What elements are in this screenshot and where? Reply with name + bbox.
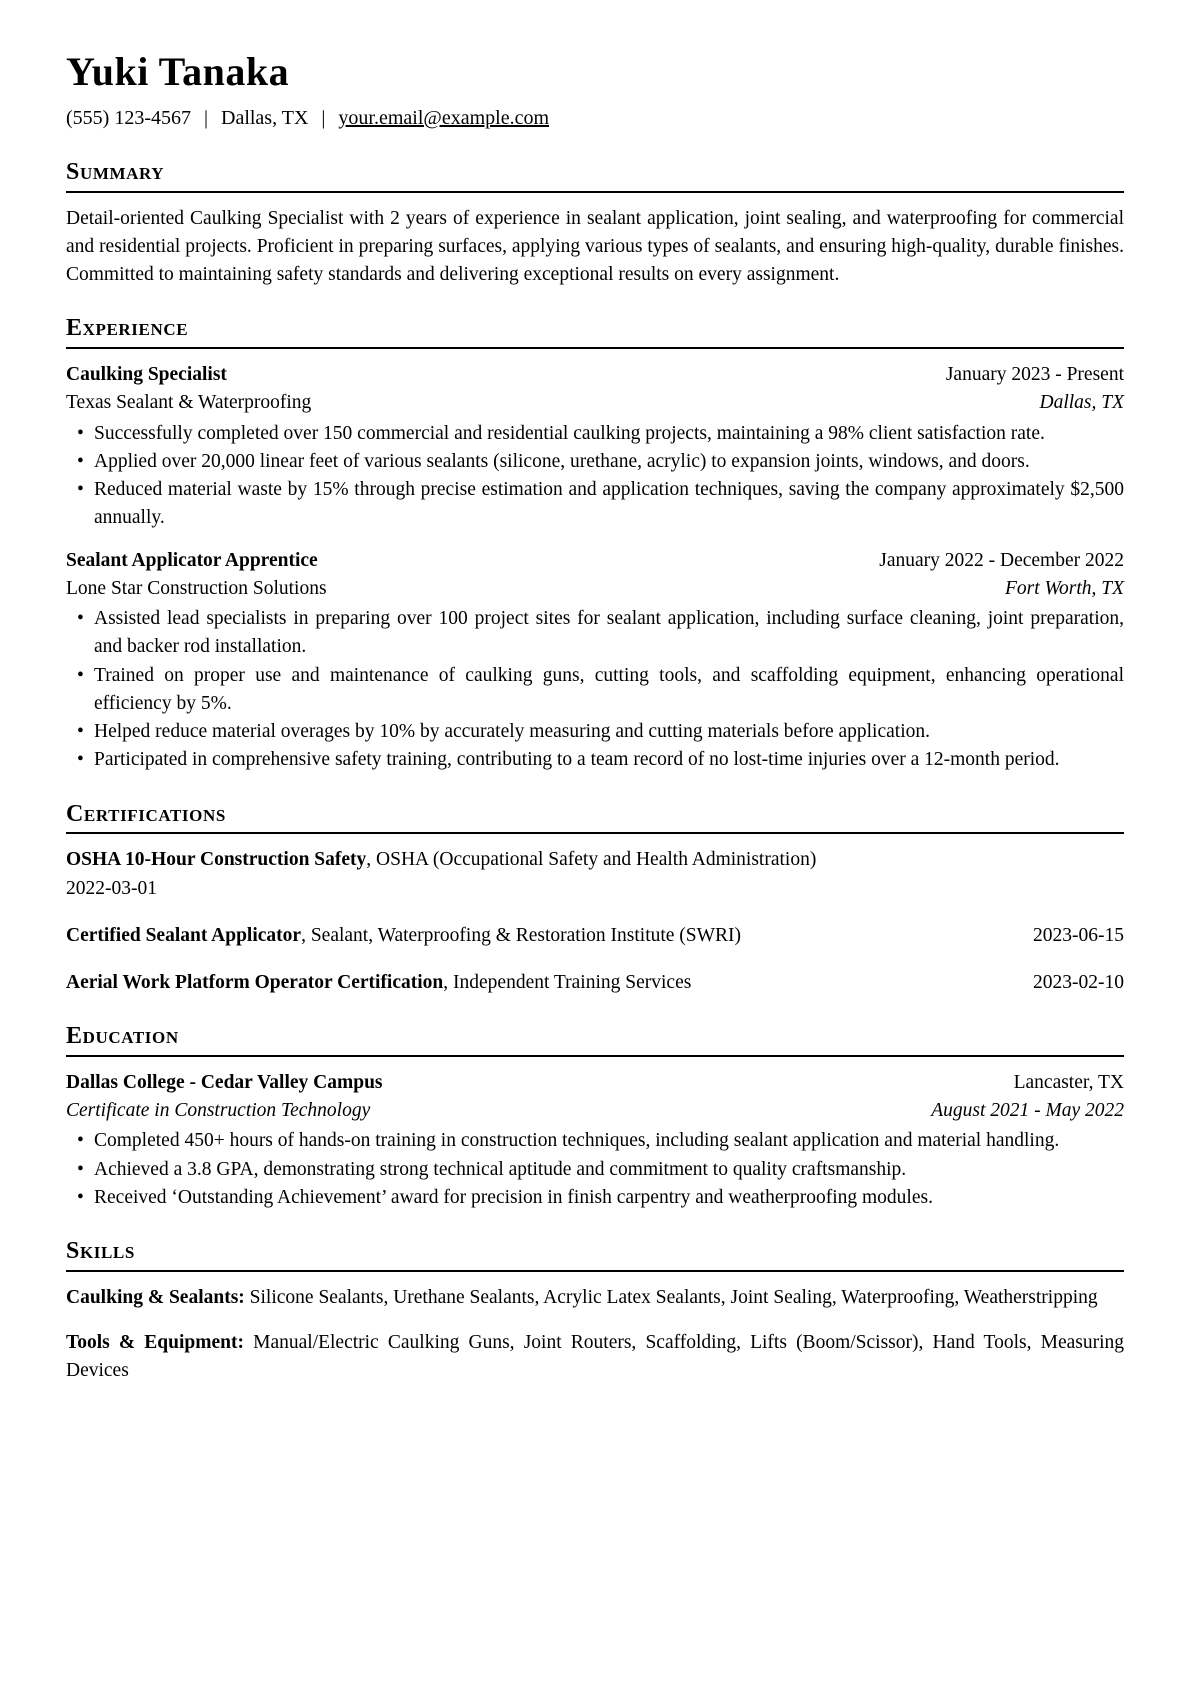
certification-date: 2022-03-01 — [66, 877, 157, 899]
certification-name: Certified Sealant Applicator — [66, 924, 302, 946]
bullet-item: • Successfully completed over 150 commercial and residential caulking projects, maintaining a 98% client satisfaction rate. — [94, 420, 1124, 448]
skill-group-label: Tools & Equipment: — [66, 1332, 244, 1354]
certification-line — [66, 922, 741, 950]
certification-name: OSHA 10-Hour Construction Safety — [66, 849, 367, 871]
job-entry — [66, 547, 1124, 775]
skill-group — [66, 1329, 1124, 1386]
contact-separator: | — [321, 107, 326, 129]
job-dates: January 2022 - December 2022 — [879, 549, 1124, 571]
contact-separator: | — [203, 107, 208, 129]
education-degree-row — [66, 1097, 1124, 1125]
school-name: Dallas College - Cedar Valley Campus — [66, 1071, 383, 1093]
job-title-row — [66, 361, 1124, 389]
bullet-item: • Applied over 20,000 linear feet of various sealants (silicone, urethane, acrylic) to expansion joints, windows, and doors. — [94, 448, 1124, 476]
section-title-experience: Experience — [66, 315, 1124, 349]
job-company-row — [66, 389, 1124, 417]
candidate-name: Yuki Tanaka — [66, 49, 290, 94]
experience-section — [66, 315, 1124, 774]
certification-date: 2023-06-15 — [1033, 924, 1124, 946]
education-entry — [66, 1069, 1124, 1212]
phone-number: (555) 123-4567 — [66, 107, 191, 129]
job-title-row — [66, 547, 1124, 575]
skill-group-label: Caulking & Sealants: — [66, 1286, 245, 1308]
certification-name: Aerial Work Platform Operator Certification — [66, 972, 444, 994]
school-location: Lancaster, TX — [1013, 1071, 1124, 1093]
certification-issuer: , Independent Training Services — [443, 972, 692, 994]
education-bullet-list — [66, 1127, 1124, 1212]
job-location: Fort Worth, TX — [1004, 577, 1124, 599]
job-bullet-list — [66, 605, 1124, 775]
bullet-item: • Participated in comprehensive safety training, contributing to a team record of no lost-time injuries over a 12-month period. — [94, 746, 1124, 774]
certification-entry — [66, 922, 1124, 950]
contact-line — [66, 104, 1124, 133]
certifications-section — [66, 801, 1124, 998]
certification-issuer: , OSHA (Occupational Safety and Health Administration) — [366, 849, 817, 871]
job-dates: January 2023 - Present — [945, 363, 1124, 385]
job-title: Sealant Applicator Apprentice — [66, 549, 318, 571]
certification-line — [66, 846, 1124, 874]
certification-entry — [66, 969, 1124, 997]
education-dates: August 2021 - May 2022 — [931, 1100, 1124, 1122]
bullet-item: • Helped reduce material overages by 10% by accurately measuring and cutting materials before application. — [94, 718, 1124, 746]
job-title: Caulking Specialist — [66, 363, 227, 385]
location-text: Dallas, TX — [221, 107, 309, 129]
section-title-skills: Skills — [66, 1238, 1124, 1272]
company-name: Lone Star Construction Solutions — [66, 577, 327, 599]
bullet-item: • Received ‘Outstanding Achievement’ award for precision in finish carpentry and weatherproofing modules. — [94, 1184, 1124, 1212]
company-name: Texas Sealant & Waterproofing — [66, 392, 312, 414]
degree-name: Certificate in Construction Technology — [66, 1100, 371, 1122]
skill-group-items: Silicone Sealants, Urethane Sealants, Acrylic Latex Sealants, Joint Sealing, Waterproofing, Weatherstripping — [249, 1286, 1098, 1308]
section-title-summary: Summary — [66, 159, 1124, 193]
job-company-row — [66, 575, 1124, 603]
resume-header — [66, 50, 1124, 133]
certification-date: 2023-02-10 — [1033, 972, 1124, 994]
skill-group-items: Manual/Electric Caulking Guns, Joint Routers, Scaffolding, Lifts (Boom/Scissor), Hand Tools, Measuring Devices — [66, 1332, 1125, 1382]
certification-line — [66, 969, 691, 997]
certification-issuer: , Sealant, Waterproofing & Restoration Institute (SWRI) — [301, 924, 742, 946]
skills-section — [66, 1238, 1124, 1385]
bullet-item: • Reduced material waste by 15% through precise estimation and application techniques, saving the company approximately $2,500 annually. — [94, 476, 1124, 533]
bullet-item: • Trained on proper use and maintenance of caulking guns, cutting tools, and scaffolding equipment, enhancing operational efficiency by 5%. — [94, 662, 1124, 719]
education-school-row — [66, 1069, 1124, 1097]
job-entry — [66, 361, 1124, 533]
summary-section — [66, 159, 1124, 289]
bullet-item: • Completed 450+ hours of hands-on training in construction techniques, including sealant application and material handling. — [94, 1127, 1124, 1155]
section-title-education: Education — [66, 1023, 1124, 1057]
job-bullet-list — [66, 420, 1124, 533]
section-title-certifications: Certifications — [66, 801, 1124, 835]
summary-text: Detail-oriented Caulking Specialist with 2 years of experience in sealant application, joint sealing, and waterproofing for commercial and residential projects. Proficient in preparing surfaces, applying various types of sealants, and ensuring high-quality, durable finishes. Committed to maintaining safety standards and delivering exceptional results on every assignment. — [66, 207, 1124, 286]
bullet-item: • Achieved a 3.8 GPA, demonstrating strong technical aptitude and commitment to quality craftsmanship. — [94, 1156, 1124, 1184]
certification-entry — [66, 846, 1124, 903]
email-link[interactable]: your.email@example.com — [338, 107, 549, 129]
job-location: Dallas, TX — [1039, 392, 1124, 414]
skill-group — [66, 1284, 1124, 1312]
education-section — [66, 1023, 1124, 1212]
bullet-item: • Assisted lead specialists in preparing over 100 project sites for sealant application, including surface cleaning, joint preparation, and backer rod installation. — [94, 605, 1124, 662]
